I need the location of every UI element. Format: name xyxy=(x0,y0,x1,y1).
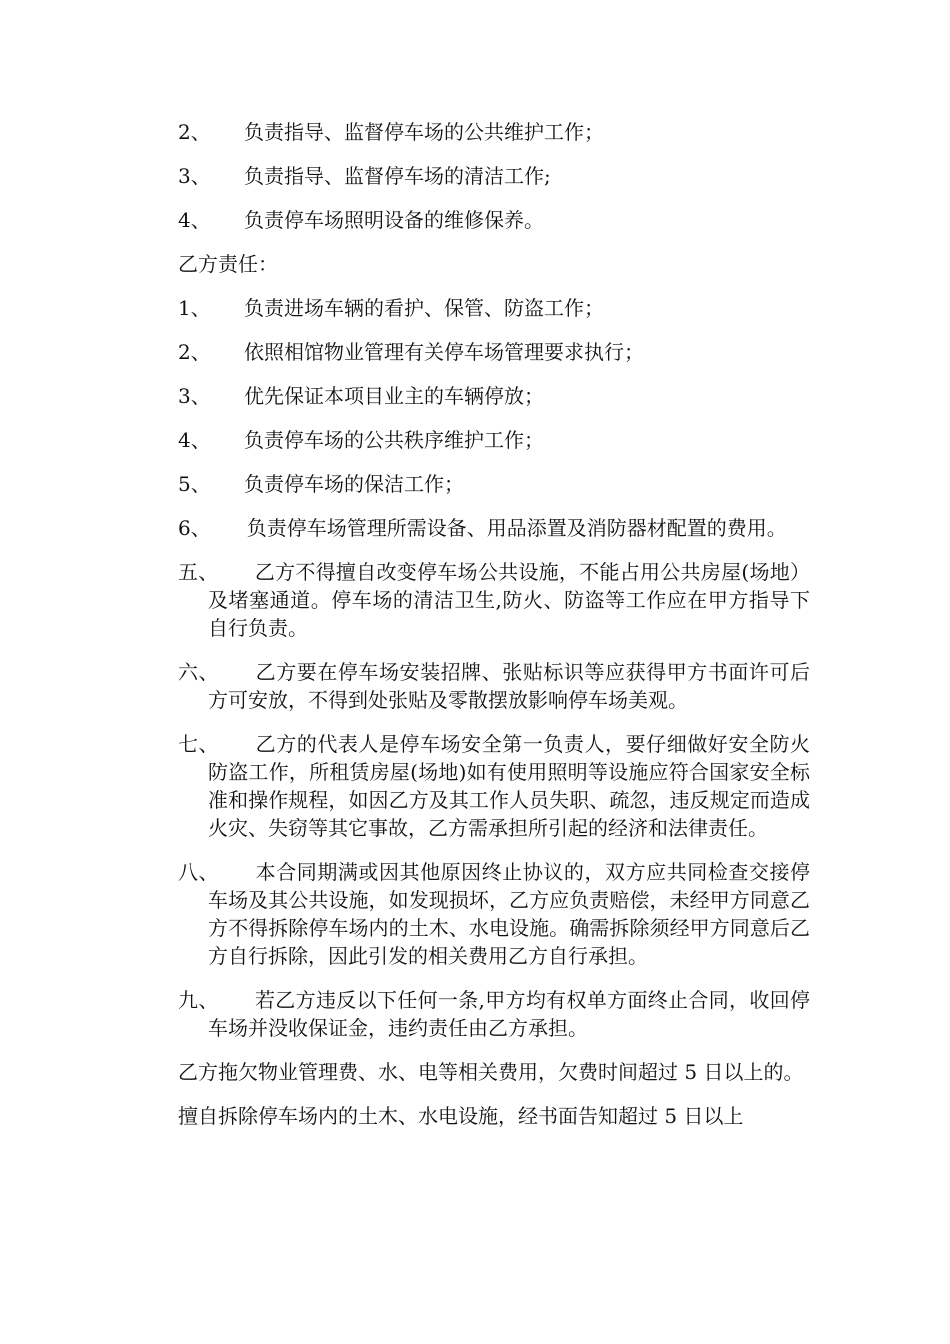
item-text: 负责停车场的公共秩序维护工作； xyxy=(244,428,544,452)
clause xyxy=(178,858,810,970)
document-body xyxy=(178,118,810,1146)
item-number: 3、 xyxy=(178,164,211,188)
list-item xyxy=(178,338,810,366)
item-text: 负责指导、监督停车场的清洁工作; xyxy=(244,164,551,188)
item-number: 2、 xyxy=(178,340,211,364)
item-text: 优先保证本项目业主的车辆停放； xyxy=(244,384,544,408)
item-number: 3、 xyxy=(178,384,211,408)
item-number: 1、 xyxy=(178,296,211,320)
termination-condition: 乙方拖欠物业管理费、水、电等相关费用，欠费时间超过 5 日以上的。 xyxy=(178,1060,804,1084)
item-number: 2、 xyxy=(178,120,211,144)
item-number: 6、 xyxy=(178,516,211,540)
lessee-heading: 乙方责任： xyxy=(178,252,278,276)
item-text: 负责停车场照明设备的维修保养。 xyxy=(244,208,544,232)
item-text: 负责进场车辆的看护、保管、防盗工作； xyxy=(244,296,604,320)
clause-number: 六、 xyxy=(178,660,220,684)
list-item xyxy=(178,294,810,322)
clause xyxy=(178,658,810,714)
item-text: 负责停车场的保洁工作； xyxy=(244,472,464,496)
list-item xyxy=(178,118,810,146)
item-number: 4、 xyxy=(178,208,211,232)
list-item xyxy=(178,206,810,234)
clause-number: 七、 xyxy=(178,732,220,756)
item-text: 依照相馆物业管理有关停车场管理要求执行； xyxy=(244,340,644,364)
clause-text: 本合同期满或因其他原因终止协议的，双方应共同检查交接停车场及其公共设施，如发现损坏，乙方应负责赔偿，未经甲方同意乙方不得拆除停车场内的土木、水电设施。确需拆除须经甲方同意后乙方自行拆除，因此引发的相关费用乙方自行承担。 xyxy=(208,860,811,968)
termination-condition: 擅自拆除停车场内的土木、水电设施，经书面告知超过 5 日以上 xyxy=(178,1104,744,1128)
list-item xyxy=(178,470,810,498)
clause xyxy=(178,730,810,842)
clause-number: 九、 xyxy=(178,988,219,1012)
list-item xyxy=(178,426,810,454)
clause-number: 八、 xyxy=(178,860,220,884)
clause-text: 乙方要在停车场安装招牌、张贴标识等应获得甲方书面许可后方可安放，不得到处张贴及零散摆放影响停车场美观。 xyxy=(208,660,811,712)
clause xyxy=(178,986,810,1042)
clause-text: 若乙方违反以下任何一条,甲方均有权单方面终止合同，收回停车场并没收保证金，违约责任由乙方承担。 xyxy=(208,988,811,1040)
list-item xyxy=(178,514,810,542)
list-item xyxy=(178,162,810,190)
item-number: 5、 xyxy=(178,472,211,496)
clause-number: 五、 xyxy=(178,560,219,584)
clause xyxy=(178,558,810,642)
item-text: 负责指导、监督停车场的公共维护工作； xyxy=(244,120,604,144)
list-item xyxy=(178,382,810,410)
clause-text: 乙方不得擅自改变停车场公共设施，不能占用公共房屋(场地）及堵塞通道。停车场的清洁卫生,防火、防盗等工作应在甲方指导下自行负责。 xyxy=(208,560,810,640)
item-text: 负责停车场管理所需设备、用品添置及消防器材配置的费用。 xyxy=(246,516,787,540)
clause-text: 乙方的代表人是停车场安全第一负责人，要仔细做好安全防火防盗工作，所租赁房屋(场地)如有使用照明等设施应符合国家安全标准和操作规程，如因乙方及其工作人员失职、疏忽，违反规定而造成火灾、失窃等其它事故，乙方需承担所引起的经济和法律责任。 xyxy=(208,732,811,840)
item-number: 4、 xyxy=(178,428,211,452)
